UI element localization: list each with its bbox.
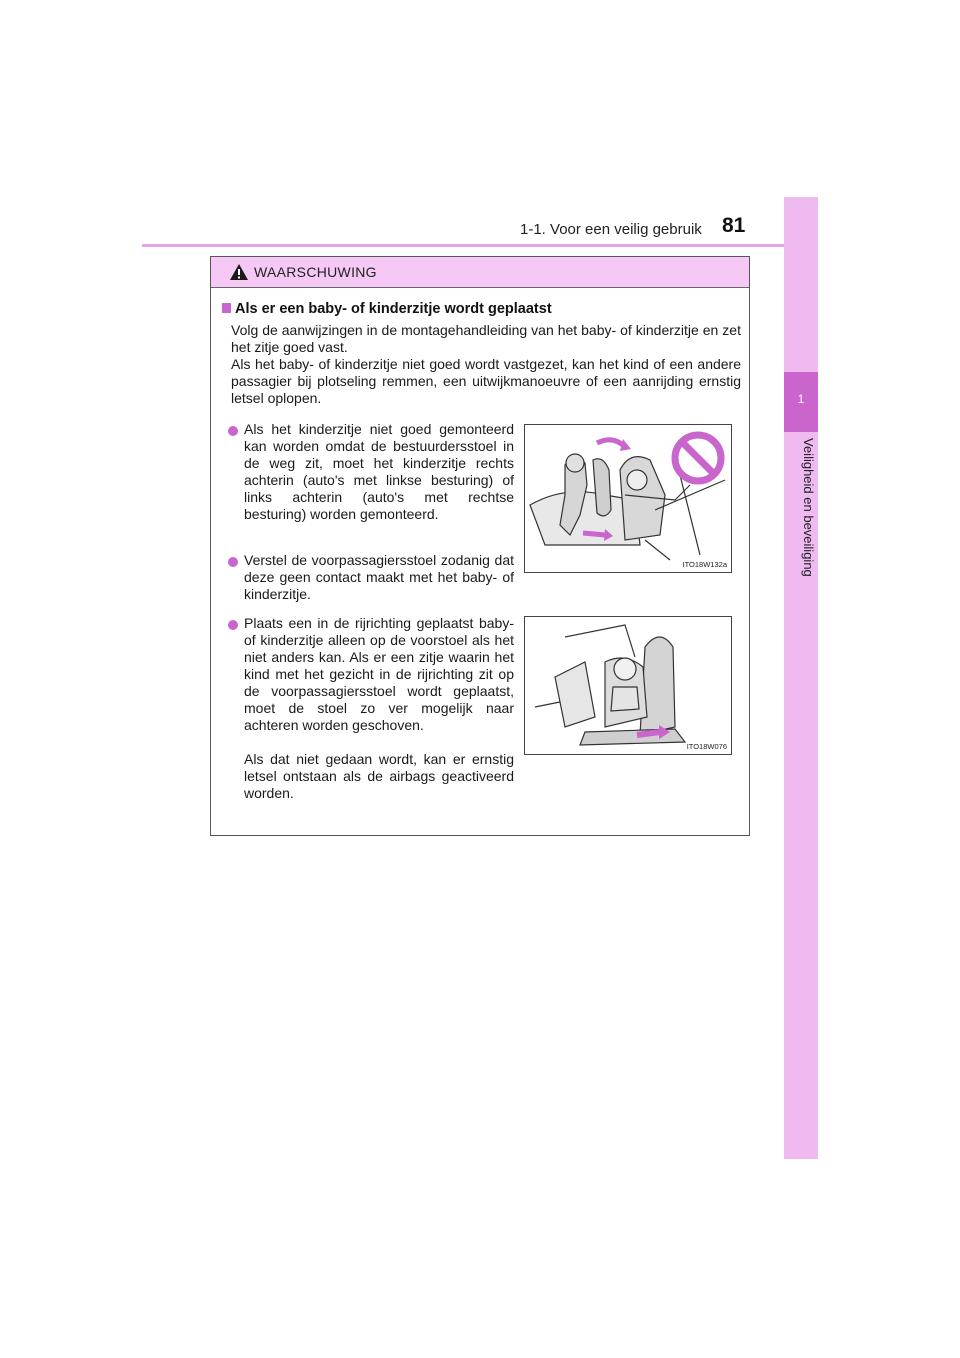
intro-paragraph-2: Als het baby- of kinderzitje niet goed wordt vastgezet, kan het kind of een andere passagier bij plotseling remmen, een uitwijkmanoeuvre of een aanrijding ernstig letsel oplopen. bbox=[231, 356, 741, 406]
bullet-dot-icon bbox=[228, 426, 238, 436]
bullet-dot-icon bbox=[228, 557, 238, 567]
warning-box bbox=[210, 256, 750, 836]
bullet-dot-icon bbox=[228, 620, 238, 630]
chapter-side-tab bbox=[784, 197, 818, 1159]
warning-triangle-icon bbox=[229, 263, 249, 286]
section-heading-text: Als er een baby- of kinderzitje wordt geplaatst bbox=[235, 301, 552, 317]
bullet-text: Als het kinderzitje niet goed gemonteerd kan worden omdat de bestuurdersstoel in de weg zit, moet het kinderzitje rechts achterin (auto's met linkse besturing) of links achterin (auto's met rechtse besturing) worden gemonteerd. bbox=[244, 421, 514, 522]
header-title: 1-1. Voor een veilig gebruik bbox=[520, 221, 702, 238]
figure-rear-facing-seat bbox=[524, 424, 732, 573]
bullet-continuation: Als dat niet gedaan wordt, kan er ernstig letsel ontstaan als de airbags geactiveerd worden. bbox=[244, 751, 514, 801]
figure-code: ITO18W132a bbox=[682, 560, 727, 569]
section-heading bbox=[222, 301, 552, 317]
chapter-label: Veiligheid en beveiliging bbox=[801, 438, 816, 577]
illustration-seat-moved-back bbox=[525, 617, 731, 754]
figure-forward-facing-seat bbox=[524, 616, 732, 755]
figure-code: ITO18W076 bbox=[686, 742, 727, 751]
warning-header bbox=[211, 257, 749, 288]
page-number: 81 bbox=[722, 214, 746, 237]
bullet-text: Plaats een in de rijrichting geplaatst baby- of kinderzitje alleen op de voorstoel als het niet anders kan. Als er een zitje waarin het kind met het gezicht in de rijrichting zit op de voorpassagiersstoel wordt geplaatst, moet de stoel zo ver mogelijk naar achteren worden geschoven. bbox=[244, 615, 514, 733]
warning-title: WAARSCHUWING bbox=[254, 264, 377, 280]
intro-paragraph-1: Volg de aanwijzingen in de montagehandleiding van het baby- of kinderzitje en zet het zitje goed vast. bbox=[231, 322, 741, 355]
bullet-text: Verstel de voorpassagiersstoel zodanig dat deze geen contact maakt met het baby- of kinderzitje. bbox=[244, 552, 514, 602]
chapter-number: 1 bbox=[797, 392, 805, 406]
prohibited-icon bbox=[671, 431, 725, 490]
section-square-icon bbox=[222, 303, 231, 313]
header-rule bbox=[142, 244, 818, 247]
